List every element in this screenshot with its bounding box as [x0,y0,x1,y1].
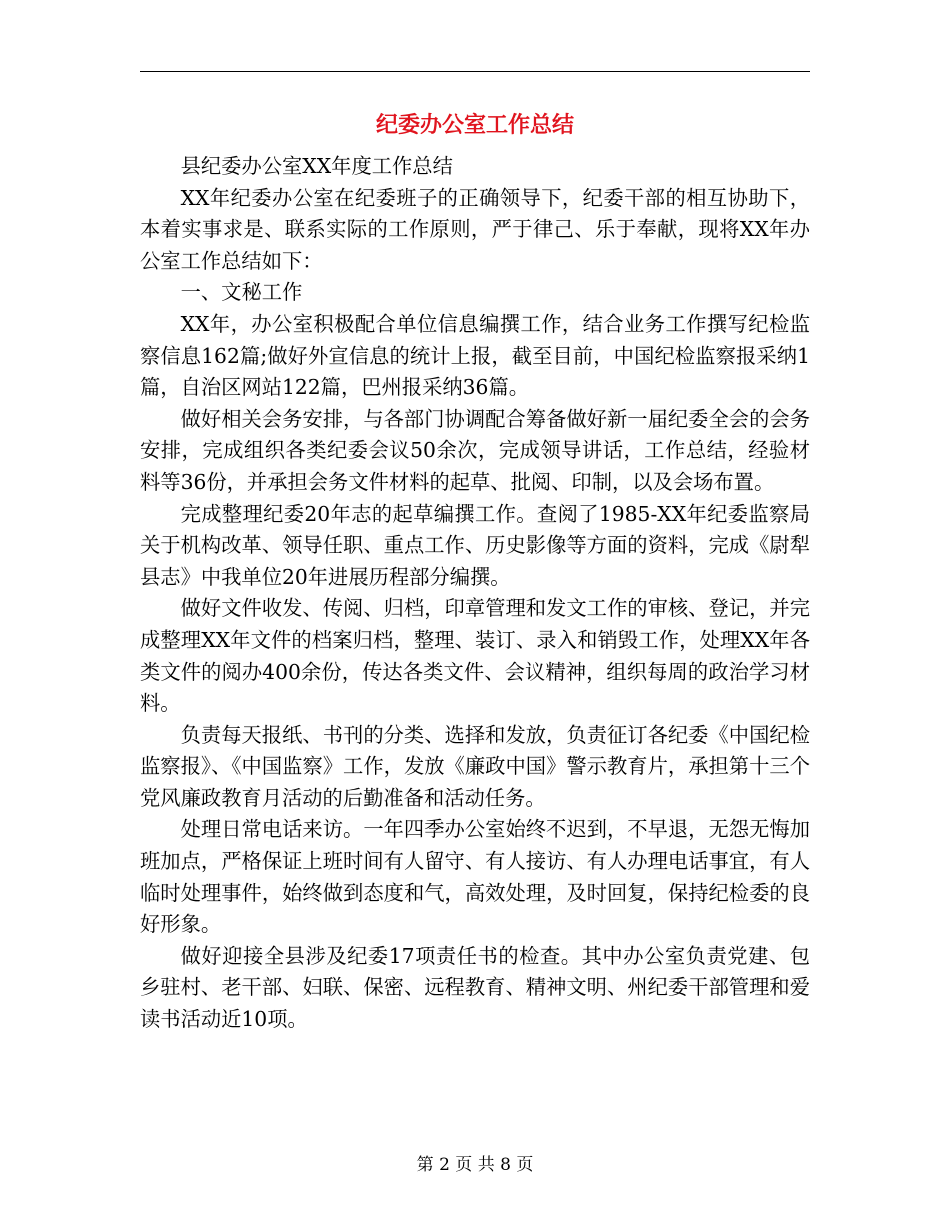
paragraph-intro: XX年纪委办公室在纪委班子的正确领导下，纪委干部的相互协助下，本着实事求是、联系实际的工作原则，严于律己、乐于奉献，现将XX年办公室工作总结如下： [140,185,810,273]
page-number: 第 2 页 共 8 页 [416,1155,534,1175]
paragraph-documents: 做好文件收发、传阅、归档，印章管理和发文工作的审核、登记，并完成整理XX年文件的档案归档，整理、装订、录入和销毁工作，处理XX年各类文件的阅办400余份，传达各类文件、会议精神，组织每周的政治学习材料。 [140,596,810,716]
paragraph-newspapers: 负责每天报纸、书刊的分类、选择和发放，负责征订各纪委《中国纪检监察报》、《中国监察》工作，发放《廉政中国》警示教育片，承担第十三个党风廉政教育月活动的后勤准备和活动任务。 [140,722,810,810]
paragraph-inspection: 做好迎接全县涉及纪委17项责任书的检查。其中办公室负责党建、包乡驻村、老干部、妇联、保密、远程教育、精神文明、州纪委干部管理和爱读书活动近10项。 [140,943,810,1032]
document-body [140,151,810,1036]
paragraph-meetings: 做好相关会务安排，与各部门协调配合筹备做好新一届纪委全会的会务安排，完成组织各类纪委会议50余次，完成领导讲话，工作总结，经验材料等36份，并承担会务文件材料的起草、批阅、印制，以及会场布置。 [140,406,810,494]
header-rule [140,71,810,72]
paragraph-annals: 完成整理纪委20年志的起草编撰工作。查阅了1985-XX年纪委监察局关于机构改革、领导任职、重点工作、历史影像等方面的资料，完成《尉犁县志》中我单位20年进展历程部分编撰。 [140,501,810,589]
paragraph-phone-visits: 处理日常电话来访。一年四季办公室始终不迟到，不早退，无怨无悔加班加点，严格保证上班时间有人留守、有人接访、有人办理电话事宜，有人临时处理事件，始终做到态度和气，高效处理，及时回复，保持纪检委的良好形象。 [140,817,810,937]
paragraph-information: XX年，办公室积极配合单位信息编撰工作，结合业务工作撰写纪检监察信息162篇;做好外宣信息的统计上报，截至目前，中国纪检监察报采纳1篇，自治区网站122篇，巴州报采纳36篇。 [140,311,810,400]
document-title: 纪委办公室工作总结 [375,112,574,138]
section-heading-secretarial: 一、文秘工作 [180,280,303,305]
paragraph-subtitle: 县纪委办公室XX年度工作总结 [180,154,453,178]
